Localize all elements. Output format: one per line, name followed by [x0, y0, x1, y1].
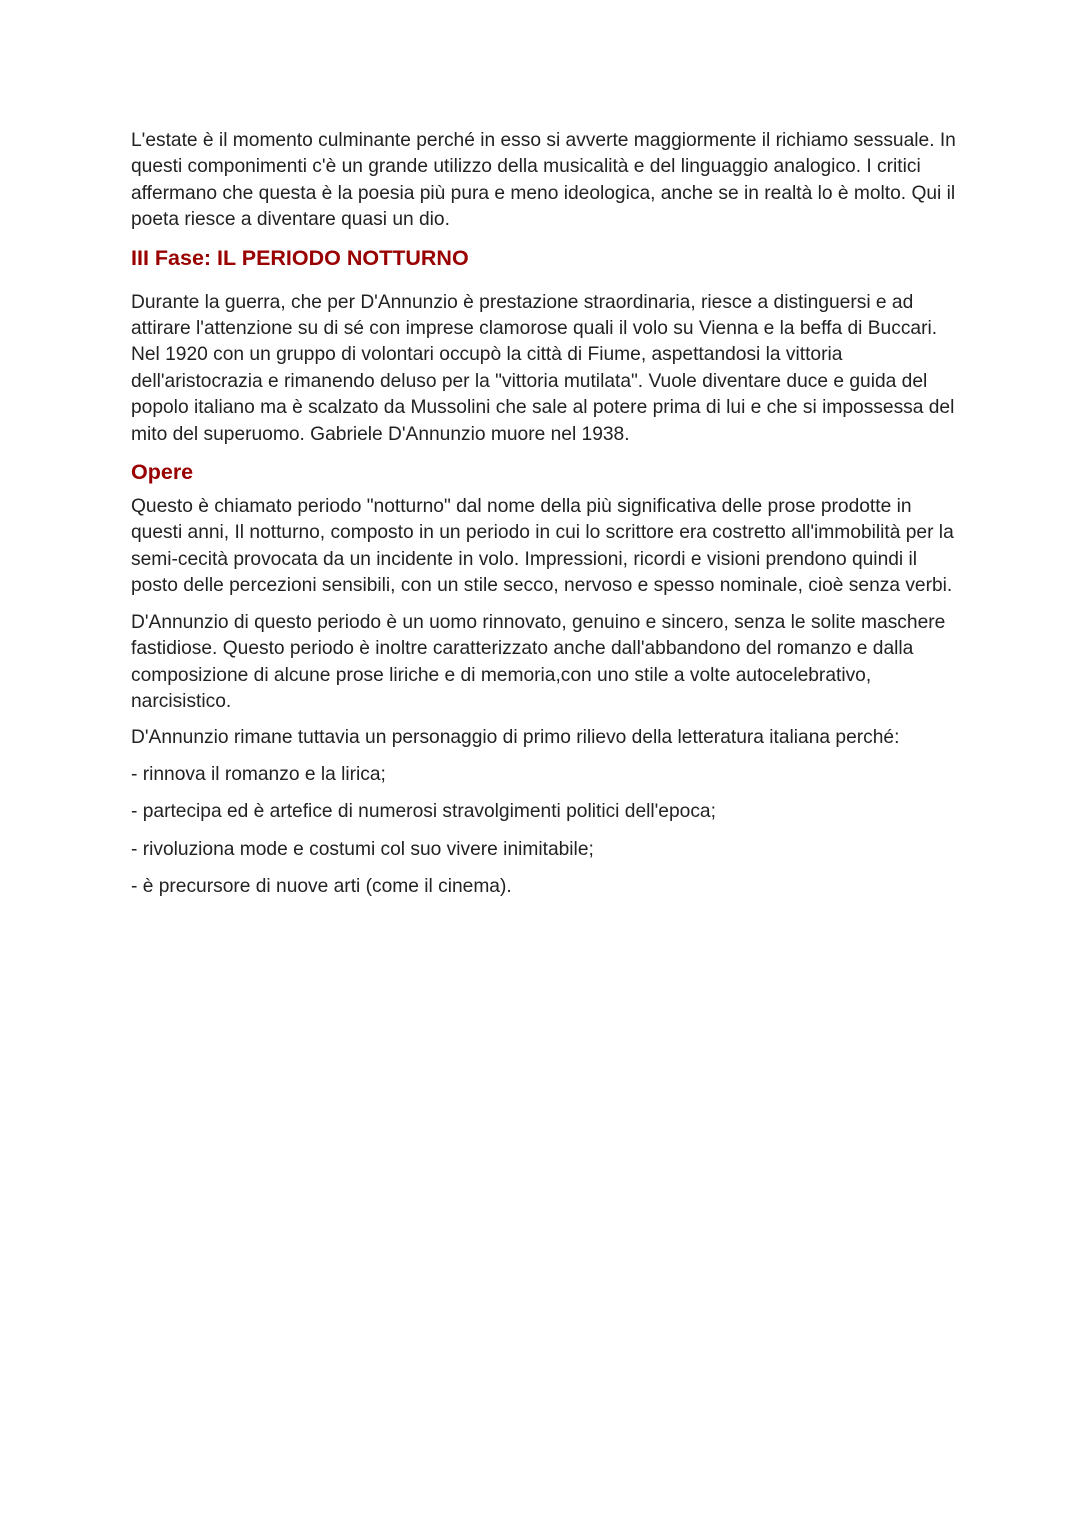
section-heading-opere: Opere	[131, 460, 194, 485]
section-paragraph-guerra: Durante la guerra, che per D'Annunzio è prestazione straordinaria, riesce a distinguersi e ad attirare l'attenzione su di sé con imprese clamorose quali il volo su Vienna e la beffa di Buccari. Nel 1920 con un gruppo di volontari occupò la città di Fiume, aspettandosi la vittoria dell'aristocrazia e rimanendo deluso per la "vittoria mutilata". Vuole diventare duce e guida del popolo italiano ma è scalzato da Mussolini che sale al potere prima di lui e che si impossessa del mito del superuomo. Gabriele D'Annunzio muore nel 1938.	[131, 291, 955, 445]
list-item: - è precursore di nuove arti (come il cinema).	[131, 875, 512, 897]
works-paragraph-notturno: Questo è chiamato periodo "notturno" dal nome della più significativa delle prose prodotte in questi anni, Il notturno, composto in un periodo in cui lo scrittore era costretto all'immobilità per la semi-cecità provocata da un incidente in volo. Impressioni, ricordi e visioni prendono quindi il posto delle percezioni sensibili, con un stile secco, nervoso e spesso nominale, cioè senza verbi.	[131, 496, 954, 597]
bullet-list	[131, 762, 961, 901]
list-item: - partecipa ed è artefice di numerosi stravolgimenti politici dell'epoca;	[131, 801, 716, 823]
list-item: - rivoluziona mode e costumi col suo vivere inimitabile;	[131, 838, 594, 860]
section-heading-periodo-notturno: III Fase: IL PERIODO NOTTURNO	[131, 245, 469, 270]
works-paragraph-uomo-rinnovato: D'Annunzio di questo periodo è un uomo rinnovato, genuino e sincero, senza le solite maschere fastidiose. Questo periodo è inoltre caratterizzato anche dall'abbandono del romanzo e dalla composizione di alcune prose liriche e di memoria,con uno stile a volte autocelebrativo, narcisistico.	[131, 611, 946, 712]
intro-paragraph: L'estate è il momento culminante perché in esso si avverte maggiormente il richiamo sessuale. In questi componimenti c'è un grande utilizzo della musicalità e del linguaggio analogico. I critici affermano che questa è la poesia più pura e meno ideologica, anche se in realtà lo è molto. Qui il poeta riesce a diventare quasi un dio.	[131, 130, 956, 231]
works-paragraph-rilievo: D'Annunzio rimane tuttavia un personaggio di primo rilievo della letteratura italiana perché:	[131, 727, 900, 749]
list-item: - rinnova il romanzo e la lirica;	[131, 763, 386, 785]
document-page	[131, 128, 961, 911]
